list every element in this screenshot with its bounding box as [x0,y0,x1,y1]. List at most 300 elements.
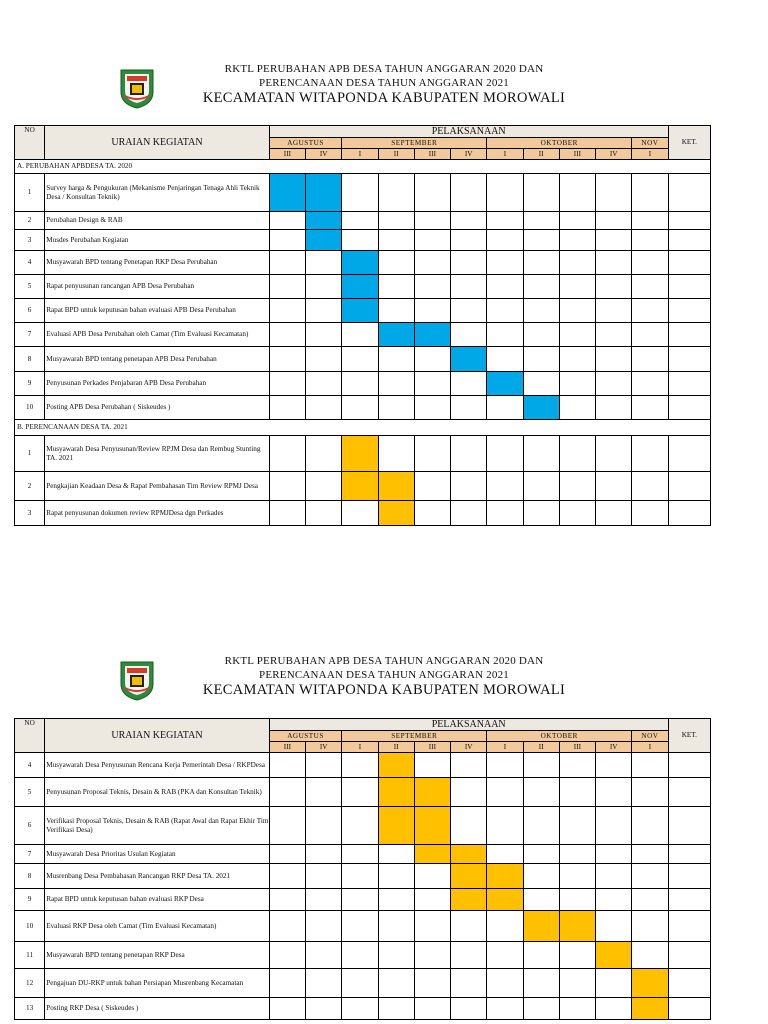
gantt-cell [342,174,378,212]
gantt-cell [596,501,632,526]
month-header: NOV [632,731,668,742]
gantt-cell [414,864,450,889]
column-header-no: NO [15,126,45,160]
gantt-cell-active [378,323,414,347]
gantt-cell [414,889,450,911]
week-header: III [414,149,450,160]
gantt-cell-active [378,807,414,845]
gantt-cell [559,323,595,347]
week-header: III [269,149,305,160]
row-number: 5 [15,275,45,299]
gantt-cell [451,396,487,420]
gantt-cell [414,347,450,372]
gantt-cell [269,212,305,230]
gantt-cell-active [306,212,342,230]
gantt-cell [414,753,450,778]
row-number: 7 [15,323,45,347]
week-header: II [378,742,414,753]
week-header: I [632,149,668,160]
ket-cell [668,807,710,845]
row-number: 8 [15,864,45,889]
gantt-cell [559,299,595,323]
gantt-cell [596,864,632,889]
gantt-cell-active [487,864,523,889]
gantt-cell [306,275,342,299]
gantt-cell [596,372,632,396]
gantt-cell [487,174,523,212]
gantt-cell [451,807,487,845]
gantt-cell [306,864,342,889]
gantt-cell-active [306,230,342,251]
gantt-cell [559,396,595,420]
gantt-cell [269,807,305,845]
table-row [15,942,711,969]
gantt-cell [559,275,595,299]
gantt-cell [306,501,342,526]
gantt-cell [306,889,342,911]
gantt-cell-active [451,347,487,372]
gantt-cell [632,845,668,864]
gantt-cell-active [342,472,378,501]
gantt-cell [559,372,595,396]
gantt-cell [378,372,414,396]
gantt-cell [306,845,342,864]
activity-description: Penyusunan Proposal Teknis, Desain & RAB (PKA dan Konsultan Teknik) [45,778,270,807]
header-title-line1: RKTL PERUBAHAN APB DESA TAHUN ANGGARAN 2020 DAN [224,63,544,75]
gantt-cell [342,323,378,347]
table-row [15,778,711,807]
month-header: OKTOBER [487,138,632,149]
gantt-cell [414,501,450,526]
gantt-cell [342,942,378,969]
gantt-cell [632,753,668,778]
row-number: 3 [15,501,45,526]
week-header: IV [596,742,632,753]
gantt-cell-active [596,942,632,969]
row-number: 12 [15,969,45,998]
gantt-cell [523,998,559,1020]
gantt-cell [487,323,523,347]
gantt-cell [269,299,305,323]
gantt-cell [559,347,595,372]
gantt-cell [378,969,414,998]
table-row [15,372,711,396]
week-header: IV [596,149,632,160]
gantt-cell [559,807,595,845]
gantt-cell [269,372,305,396]
row-number: 1 [15,174,45,212]
gantt-cell [596,174,632,212]
ket-cell [668,845,710,864]
gantt-cell [596,807,632,845]
gantt-cell-active [342,275,378,299]
gantt-cell [342,396,378,420]
gantt-cell [523,230,559,251]
gantt-cell [596,275,632,299]
gantt-cell [596,230,632,251]
ket-cell [668,942,710,969]
column-header-pelaksanaan: PELAKSANAAN [269,126,668,138]
gantt-cell-active [378,753,414,778]
month-header: OKTOBER [487,731,632,742]
row-number: 10 [15,396,45,420]
gantt-cell [559,942,595,969]
row-number: 2 [15,472,45,501]
gantt-cell [269,778,305,807]
gantt-cell [523,807,559,845]
activity-description: Musyawarah Desa Penyusunan/Review RPJM Desa dan Rembug Stunting TA. 2021 [45,436,270,472]
gantt-cell [632,472,668,501]
table-row [15,845,711,864]
gantt-cell [523,845,559,864]
gantt-cell [632,889,668,911]
gantt-cell [451,251,487,275]
month-header: AGUSTUS [269,731,342,742]
activity-description: Musrenbang Desa Pembahasan Rancangan RKP Desa TA. 2021 [45,864,270,889]
gantt-cell [632,436,668,472]
column-header-ket: KET. [668,719,710,753]
gantt-cell [342,347,378,372]
gantt-cell [632,396,668,420]
gantt-cell [414,230,450,251]
week-header: I [342,742,378,753]
gantt-cell [342,911,378,942]
gantt-cell [451,275,487,299]
gantt-cell [559,501,595,526]
gantt-cell [632,501,668,526]
activity-description: Musdes Perubahan Kegiatan [45,230,270,251]
gantt-cell [632,864,668,889]
week-header: II [378,149,414,160]
activity-description: Rapat BPD untuk keputusan bahan evaluasi RKP Desa [45,889,270,911]
gantt-cell-active [451,864,487,889]
gantt-cell [596,889,632,911]
gantt-cell [269,251,305,275]
activity-description: Rapat BPD untuk keputusan bahan evaluasi APB Desa Perubahan [45,299,270,323]
gantt-cell [487,998,523,1020]
gantt-cell [523,323,559,347]
gantt-cell [451,323,487,347]
gantt-cell [306,472,342,501]
gantt-cell [378,396,414,420]
header-title-line2: PERENCANAAN DESA TAHUN ANGGARAN 2021 [259,669,509,681]
table-row [15,251,711,275]
row-number: 5 [15,778,45,807]
gantt-cell [487,942,523,969]
table-row [15,347,711,372]
gantt-cell [414,174,450,212]
gantt-cell [378,230,414,251]
gantt-cell [523,372,559,396]
row-number: 4 [15,753,45,778]
gantt-cell [523,472,559,501]
header-title-line3: KECAMATAN WITAPONDA KABUPATEN MOROWALI [202,682,566,698]
gantt-cell [306,396,342,420]
gantt-cell [378,347,414,372]
gantt-cell [414,299,450,323]
gantt-cell [451,753,487,778]
gantt-cell [632,807,668,845]
gantt-cell [414,212,450,230]
header-row-top [15,719,711,731]
column-header-no: NO [15,719,45,753]
activity-description: Posting RKP Desa ( Siskeudes ) [45,998,270,1020]
ket-cell [668,436,710,472]
gantt-cell-active [378,472,414,501]
gantt-cell [414,436,450,472]
row-number: 9 [15,372,45,396]
gantt-cell [559,889,595,911]
gantt-cell [269,501,305,526]
gantt-cell [523,347,559,372]
gantt-cell [451,299,487,323]
gantt-cell [632,778,668,807]
gantt-cell [269,472,305,501]
week-header: IV [306,742,342,753]
row-number: 3 [15,230,45,251]
section-title: B. PERENCANAAN DESA TA. 2021 [15,420,711,436]
gantt-cell [559,845,595,864]
gantt-cell-active [414,778,450,807]
gantt-cell [306,251,342,275]
gantt-cell-active [632,969,668,998]
gantt-cell [596,347,632,372]
activity-description: Pengajuan DU-RKP untuk bahan Persiapan Musrenbang Kecamatan [45,969,270,998]
gantt-cell [596,911,632,942]
week-header: I [342,149,378,160]
activity-description: Verifikasi Proposal Teknis, Desain & RAB (Rapat Awal dan Rapat Ekhir Tim Verifikasi Desa) [45,807,270,845]
activity-description: Survey harga & Pengukuran (Mekanisme Penjaringan Tenaga Ahli Teknik Desa / Konsultan Teknik) [45,174,270,212]
gantt-cell [596,845,632,864]
gantt-cell [632,275,668,299]
week-header: III [414,742,450,753]
ket-cell [668,251,710,275]
gantt-cell [523,942,559,969]
gantt-cell [342,372,378,396]
table-row [15,998,711,1020]
gantt-cell [596,251,632,275]
gantt-cell [596,778,632,807]
gantt-cell [451,230,487,251]
ket-cell [668,347,710,372]
month-header: AGUSTUS [269,138,342,149]
gantt-cell [306,753,342,778]
activity-description: Musyawarah BPD tentang penetapan APB Desa Perubahan [45,347,270,372]
gantt-cell [523,275,559,299]
gantt-cell [523,212,559,230]
gantt-cell [559,436,595,472]
ket-cell [668,323,710,347]
gantt-cell-active [378,778,414,807]
ket-cell [668,230,710,251]
section-title: A. PERUBAHAN APBDESA TA. 2020 [15,160,711,174]
gantt-cell [632,942,668,969]
week-header: IV [451,742,487,753]
schedule-table-1 [14,125,711,526]
ket-cell [668,299,710,323]
gantt-cell [487,299,523,323]
gantt-cell-active [523,396,559,420]
table-row [15,396,711,420]
gantt-cell [414,942,450,969]
activity-description: Penyusunan Perkades Penjabaran APB Desa Perubahan [45,372,270,396]
ket-cell [668,889,710,911]
week-header: I [487,149,523,160]
gantt-cell [269,942,305,969]
week-header: III [559,742,595,753]
gantt-cell-active [559,911,595,942]
gantt-cell [414,911,450,942]
gantt-cell [269,911,305,942]
month-header: SEPTEMBER [342,138,487,149]
gantt-cell [487,845,523,864]
gantt-cell [487,251,523,275]
activity-description: Pengkajian Keadaan Desa & Rapat Pembahasan Tim Review RPMJ Desa [45,472,270,501]
table-row [15,472,711,501]
gantt-cell [596,472,632,501]
gantt-cell [632,372,668,396]
row-number: 9 [15,889,45,911]
month-header: SEPTEMBER [342,731,487,742]
gantt-cell [559,251,595,275]
gantt-cell [451,778,487,807]
gantt-cell [523,174,559,212]
activity-description: Musyawarah BPD tentang penetapan RKP Desa [45,942,270,969]
table-row [15,807,711,845]
gantt-cell [269,998,305,1020]
gantt-cell [559,174,595,212]
gantt-cell [414,372,450,396]
gantt-cell [523,501,559,526]
gantt-cell [523,969,559,998]
gantt-cell [306,998,342,1020]
row-number: 2 [15,212,45,230]
gantt-cell [559,969,595,998]
week-header: I [487,742,523,753]
gantt-cell-active [342,251,378,275]
gantt-cell [632,174,668,212]
gantt-cell [487,753,523,778]
gantt-cell [342,212,378,230]
table-row [15,230,711,251]
week-header: II [523,149,559,160]
activity-description: Evaluasi RKP Desa oleh Camat (Tim Evaluasi Kecamatan) [45,911,270,942]
activity-description: Posting APB Desa Perubahan ( Siskeudes ) [45,396,270,420]
gantt-cell-active [342,436,378,472]
table-row [15,501,711,526]
gantt-cell [559,472,595,501]
table-row [15,436,711,472]
gantt-cell-active [414,845,450,864]
row-number: 13 [15,998,45,1020]
gantt-cell [596,323,632,347]
gantt-cell [306,372,342,396]
gantt-cell-active [487,889,523,911]
ket-cell [668,212,710,230]
table-row [15,889,711,911]
ket-cell [668,969,710,998]
gantt-cell [306,347,342,372]
gantt-cell [306,299,342,323]
gantt-cell [378,174,414,212]
gantt-cell [559,778,595,807]
gantt-cell-active [342,299,378,323]
gantt-cell [306,969,342,998]
gantt-cell [451,472,487,501]
gantt-cell [269,889,305,911]
gantt-cell [451,942,487,969]
gantt-cell [342,778,378,807]
activity-description: Musyawarah Desa Prioritas Usulan Kegiatan [45,845,270,864]
gantt-cell [342,807,378,845]
gantt-cell [342,753,378,778]
gantt-cell [523,299,559,323]
gantt-cell [487,911,523,942]
week-header: III [559,149,595,160]
gantt-cell-active [487,372,523,396]
gantt-cell [632,347,668,372]
header-title-line1: RKTL PERUBAHAN APB DESA TAHUN ANGGARAN 2020 DAN [224,655,544,667]
gantt-cell [378,251,414,275]
gantt-cell [451,998,487,1020]
table-row [15,969,711,998]
gantt-cell [451,436,487,472]
gantt-cell [632,212,668,230]
column-header-uraian: URAIAN KEGIATAN [45,719,270,753]
activity-description: Rapat penyusunan dokumen review RPMJDesa dgn Perkades [45,501,270,526]
ket-cell [668,372,710,396]
gantt-cell [487,501,523,526]
gantt-cell [523,436,559,472]
gantt-cell [487,969,523,998]
gantt-cell [269,230,305,251]
gantt-cell [378,299,414,323]
gantt-cell [342,230,378,251]
gantt-cell [523,889,559,911]
gantt-cell [269,396,305,420]
header-title-line3: KECAMATAN WITAPONDA KABUPATEN MOROWALI [202,90,566,106]
ket-cell [668,998,710,1020]
row-number: 8 [15,347,45,372]
week-header: IV [306,149,342,160]
gantt-cell [596,436,632,472]
gantt-cell [523,778,559,807]
gantt-cell [632,251,668,275]
gantt-cell [306,942,342,969]
gantt-cell [451,969,487,998]
gantt-cell-active [451,845,487,864]
activity-description: Evaluasi APB Desa Perubahan oleh Camat (Tim Evaluasi Kecamatan) [45,323,270,347]
ket-cell [668,911,710,942]
gantt-cell [378,275,414,299]
gantt-cell [269,864,305,889]
ket-cell [668,778,710,807]
table-row [15,275,711,299]
week-header: I [632,742,668,753]
gantt-cell [378,889,414,911]
gantt-cell [451,911,487,942]
table-row [15,753,711,778]
gantt-cell [596,396,632,420]
gantt-cell [269,753,305,778]
gantt-cell [414,969,450,998]
gantt-cell [559,753,595,778]
ket-cell [668,174,710,212]
gantt-cell [378,845,414,864]
week-header: II [523,742,559,753]
gantt-cell-active [451,889,487,911]
gantt-cell [559,212,595,230]
